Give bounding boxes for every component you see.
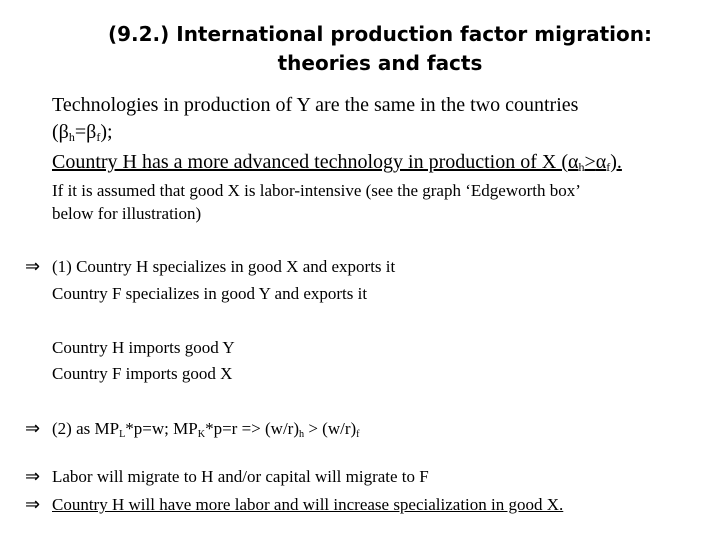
implies-arrow-icon: ⇒ bbox=[25, 494, 41, 515]
text-beta-equality: $(\beta_h=\beta_f)$; bbox=[52, 121, 113, 144]
implies-arrow-icon: ⇒ bbox=[25, 466, 41, 487]
text-h-increase-specialization: Country H will have more labor and will increase specialization in good X. bbox=[52, 495, 564, 514]
text-h-imports-y: Country H imports good Y bbox=[52, 338, 235, 357]
text-migration-conclusion: Labor will migrate to H and/or capital will migrate to F bbox=[52, 467, 429, 486]
text-f-imports-x: Country F imports good X bbox=[52, 364, 233, 383]
title-line-1: (9.2.) International production factor migration: bbox=[107, 22, 652, 46]
implies-arrow-icon: ⇒ bbox=[25, 256, 41, 277]
text-marginal-product-wage-ratio: (2) as $MP_L*p=w$; $MP_K*p=r => (w/r)_h > (w/r)_f$ bbox=[52, 419, 360, 440]
text-labor-intensive-assumption: If it is assumed that good X is labor-intensive (see the graph ‘Edgeworth box’ bbox=[52, 181, 581, 200]
title-line-2: theories and facts bbox=[277, 51, 483, 75]
text-h-specializes-x: (1) Country H specializes in good X and exports it bbox=[52, 257, 396, 276]
text-technologies-same: Technologies in production of Y are the same in the two countries bbox=[52, 94, 579, 116]
text-edgeworth-box-note: below for illustration) bbox=[52, 204, 202, 223]
text-f-specializes-y: Country F specializes in good Y and exports it bbox=[52, 284, 368, 303]
slide-title bbox=[60, 20, 700, 78]
implies-arrow-icon: ⇒ bbox=[25, 418, 41, 439]
text-advanced-technology: Country H has a more advanced technology in production of X $(\alpha_h>\alpha_f)$. bbox=[52, 151, 622, 174]
